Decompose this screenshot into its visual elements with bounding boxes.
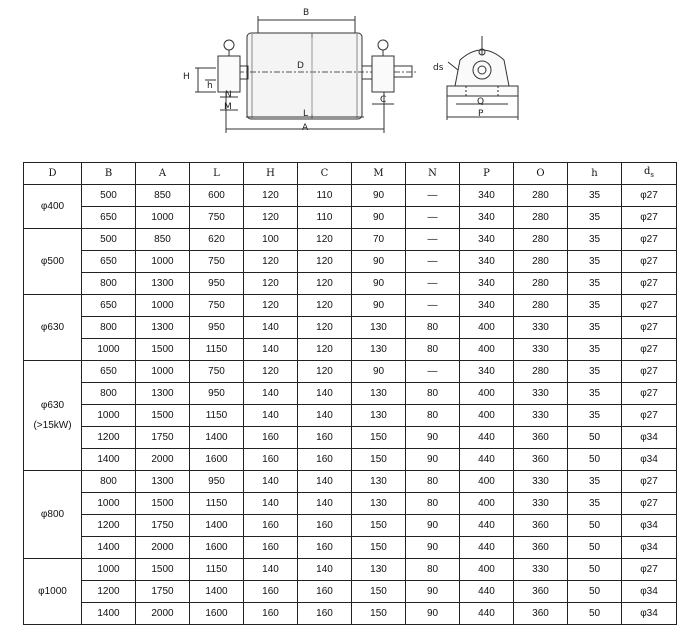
table-cell: 35 — [568, 317, 622, 339]
table-cell: 1200 — [82, 581, 136, 603]
table-cell: 35 — [568, 273, 622, 295]
table-cell: 440 — [460, 427, 514, 449]
table-cell: φ27 — [622, 383, 677, 405]
table-cell: 400 — [460, 339, 514, 361]
table-cell: 35 — [568, 207, 622, 229]
table-row — [24, 339, 677, 361]
table-cell: 80 — [406, 383, 460, 405]
table-cell: φ27 — [622, 361, 677, 383]
table-cell: 35 — [568, 361, 622, 383]
header-n: N — [406, 163, 460, 185]
diameter-value: φ400 — [40, 200, 65, 212]
table-row — [24, 449, 677, 471]
table-row — [24, 471, 677, 493]
table-cell: 400 — [460, 471, 514, 493]
table-cell: 80 — [406, 405, 460, 427]
table-cell: 1150 — [190, 339, 244, 361]
table-cell: 140 — [298, 405, 352, 427]
table-cell: 140 — [244, 471, 298, 493]
table-cell: 90 — [352, 207, 406, 229]
table-cell: 750 — [190, 207, 244, 229]
table-cell: φ27 — [622, 229, 677, 251]
table-cell: 400 — [460, 493, 514, 515]
table-cell: — — [406, 295, 460, 317]
table-cell: 120 — [298, 229, 352, 251]
table-cell: 330 — [514, 471, 568, 493]
table-cell: 1300 — [136, 317, 190, 339]
table-cell: 1500 — [136, 493, 190, 515]
table-cell: 340 — [460, 251, 514, 273]
table-cell: 1200 — [82, 515, 136, 537]
table-cell: φ34 — [622, 427, 677, 449]
table-cell: 120 — [298, 317, 352, 339]
table-cell: 140 — [244, 383, 298, 405]
label-Q: Q — [477, 97, 485, 107]
table-cell: 360 — [514, 427, 568, 449]
diameter-value: φ630 — [40, 321, 65, 333]
table-cell: 140 — [298, 383, 352, 405]
table-cell: 140 — [298, 471, 352, 493]
table-cell: 35 — [568, 493, 622, 515]
table-row — [24, 185, 677, 207]
table-cell: 50 — [568, 581, 622, 603]
table-cell: φ34 — [622, 449, 677, 471]
table-cell: — — [406, 251, 460, 273]
label-h: h — [207, 81, 213, 91]
table-cell: 110 — [298, 185, 352, 207]
table-cell: 1400 — [82, 537, 136, 559]
diameter-value: φ800 — [40, 508, 65, 520]
table-cell: φ27 — [622, 559, 677, 581]
diameter-value: φ1000 — [38, 585, 67, 597]
table-cell: 500 — [82, 229, 136, 251]
side-view-bearing — [447, 36, 518, 120]
table-row — [24, 251, 677, 273]
table-cell: 35 — [568, 251, 622, 273]
table-cell: 500 — [82, 185, 136, 207]
table-cell: 90 — [406, 515, 460, 537]
header-p: P — [460, 163, 514, 185]
table-row — [24, 383, 677, 405]
drum-body — [247, 33, 362, 119]
table-row — [24, 603, 677, 625]
table-cell: 130 — [352, 383, 406, 405]
table-cell: 800 — [82, 317, 136, 339]
table-cell: 50 — [568, 603, 622, 625]
table-cell: 360 — [514, 449, 568, 471]
table-cell: 80 — [406, 339, 460, 361]
table-cell: φ34 — [622, 537, 677, 559]
table-cell: 130 — [352, 493, 406, 515]
table-cell: φ27 — [622, 339, 677, 361]
table-cell: 80 — [406, 471, 460, 493]
table-cell: 160 — [298, 603, 352, 625]
table-cell: 330 — [514, 339, 568, 361]
table-cell: 1300 — [136, 471, 190, 493]
table-cell: 80 — [406, 317, 460, 339]
table-cell: 1000 — [82, 559, 136, 581]
table-cell: 800 — [82, 383, 136, 405]
header-d: D — [24, 163, 82, 185]
table-cell: 1400 — [82, 449, 136, 471]
table-cell: φ27 — [622, 317, 677, 339]
table-cell: 330 — [514, 559, 568, 581]
table-cell: 150 — [352, 581, 406, 603]
header-o: O — [514, 163, 568, 185]
table-cell: 120 — [244, 361, 298, 383]
table-cell: 360 — [514, 515, 568, 537]
table-cell: 90 — [406, 449, 460, 471]
table-cell: 160 — [244, 537, 298, 559]
table-cell: 140 — [244, 559, 298, 581]
table-cell: 360 — [514, 603, 568, 625]
table-cell: 2000 — [136, 449, 190, 471]
table-cell: 130 — [352, 405, 406, 427]
label-P: P — [478, 109, 484, 119]
table-cell: 70 — [352, 229, 406, 251]
spec-body — [24, 185, 677, 625]
table-cell: 400 — [460, 405, 514, 427]
table-cell: φ27 — [622, 185, 677, 207]
diameter-cell — [24, 229, 82, 295]
table-cell: 150 — [352, 537, 406, 559]
table-cell: 120 — [298, 251, 352, 273]
table-cell: 1500 — [136, 339, 190, 361]
table-cell: 90 — [406, 581, 460, 603]
table-cell: 650 — [82, 361, 136, 383]
table-cell: 1300 — [136, 273, 190, 295]
technical-drawing — [0, 0, 700, 150]
table-cell: 90 — [406, 603, 460, 625]
label-N: N — [225, 90, 232, 100]
table-cell: 110 — [298, 207, 352, 229]
table-cell: 340 — [460, 361, 514, 383]
table-row — [24, 273, 677, 295]
table-cell: 2000 — [136, 603, 190, 625]
table-cell: 160 — [244, 515, 298, 537]
table-cell: 950 — [190, 317, 244, 339]
right-grease-nipple — [378, 40, 388, 50]
header-h-lower: h — [568, 163, 622, 185]
header-l: L — [190, 163, 244, 185]
table-cell: φ27 — [622, 493, 677, 515]
table-cell: 1750 — [136, 515, 190, 537]
table-cell: 400 — [460, 559, 514, 581]
table-cell: 1600 — [190, 603, 244, 625]
table-cell: φ34 — [622, 581, 677, 603]
table-cell: φ27 — [622, 471, 677, 493]
table-cell: 1750 — [136, 581, 190, 603]
label-L: L — [303, 109, 309, 119]
table-cell: 90 — [352, 251, 406, 273]
table-cell: 90 — [352, 273, 406, 295]
table-cell: 90 — [406, 537, 460, 559]
table-cell: 80 — [406, 493, 460, 515]
table-cell: 160 — [298, 581, 352, 603]
table-cell: 280 — [514, 251, 568, 273]
diameter-cell — [24, 471, 82, 559]
table-cell: 1000 — [82, 405, 136, 427]
table-cell: 120 — [298, 295, 352, 317]
table-cell: 950 — [190, 273, 244, 295]
table-cell: 130 — [352, 559, 406, 581]
table-cell: 150 — [352, 427, 406, 449]
diameter-cell — [24, 361, 82, 471]
table-cell: 120 — [298, 273, 352, 295]
table-cell: 400 — [460, 317, 514, 339]
table-row — [24, 229, 677, 251]
table-cell: 650 — [82, 295, 136, 317]
table-cell: 35 — [568, 295, 622, 317]
table-cell: 50 — [568, 427, 622, 449]
table-cell: 160 — [298, 427, 352, 449]
table-cell: 90 — [352, 295, 406, 317]
table-cell: 1000 — [136, 361, 190, 383]
label-A: A — [302, 123, 309, 133]
label-M: M — [224, 102, 232, 112]
table-cell: φ27 — [622, 295, 677, 317]
header-b: B — [82, 163, 136, 185]
table-row — [24, 515, 677, 537]
table-cell: 120 — [244, 207, 298, 229]
table-cell: 120 — [244, 273, 298, 295]
table-row — [24, 427, 677, 449]
table-cell: 280 — [514, 229, 568, 251]
table-cell: 100 — [244, 229, 298, 251]
table-cell: 1150 — [190, 559, 244, 581]
table-cell: 280 — [514, 207, 568, 229]
table-cell: 160 — [298, 537, 352, 559]
table-cell: 120 — [244, 295, 298, 317]
table-cell: 50 — [568, 537, 622, 559]
table-cell: 1500 — [136, 405, 190, 427]
table-cell: 140 — [298, 493, 352, 515]
table-row — [24, 405, 677, 427]
table-cell: 330 — [514, 405, 568, 427]
table-cell: 440 — [460, 537, 514, 559]
table-cell: 1000 — [136, 295, 190, 317]
table-cell: 160 — [298, 449, 352, 471]
table-cell: 800 — [82, 273, 136, 295]
table-cell: 140 — [298, 559, 352, 581]
table-cell: 360 — [514, 581, 568, 603]
table-cell: 330 — [514, 317, 568, 339]
table-cell: 35 — [568, 229, 622, 251]
table-cell: 1000 — [136, 207, 190, 229]
table-cell: 1500 — [136, 559, 190, 581]
table-cell: 50 — [568, 515, 622, 537]
table-cell: 120 — [298, 361, 352, 383]
header-a: A — [136, 163, 190, 185]
table-cell: 150 — [352, 603, 406, 625]
table-row — [24, 207, 677, 229]
table-cell: 1400 — [190, 581, 244, 603]
table-cell: 120 — [244, 185, 298, 207]
table-cell: 340 — [460, 295, 514, 317]
label-ds: ds — [433, 63, 444, 73]
table-cell: 50 — [568, 559, 622, 581]
table-cell: 340 — [460, 273, 514, 295]
diameter-cell — [24, 559, 82, 625]
table-cell: — — [406, 207, 460, 229]
table-cell: 50 — [568, 449, 622, 471]
table-cell: 600 — [190, 185, 244, 207]
table-cell: φ27 — [622, 273, 677, 295]
table-cell: 90 — [352, 185, 406, 207]
table-cell: 1150 — [190, 405, 244, 427]
table-cell: 150 — [352, 449, 406, 471]
table-row — [24, 295, 677, 317]
table-row — [24, 559, 677, 581]
right-bearing — [372, 56, 394, 92]
table-cell: 440 — [460, 449, 514, 471]
table-cell: 130 — [352, 471, 406, 493]
table-cell: 150 — [352, 515, 406, 537]
table-cell: 160 — [244, 449, 298, 471]
table-cell: 35 — [568, 383, 622, 405]
table-cell: 120 — [298, 339, 352, 361]
table-cell: 1400 — [190, 515, 244, 537]
table-cell: 130 — [352, 339, 406, 361]
table-cell: 2000 — [136, 537, 190, 559]
table-cell: 140 — [244, 339, 298, 361]
table-cell: 160 — [244, 427, 298, 449]
left-grease-nipple — [224, 40, 234, 50]
table-cell: 160 — [244, 603, 298, 625]
table-cell: 280 — [514, 361, 568, 383]
table-cell: 440 — [460, 581, 514, 603]
table-row — [24, 581, 677, 603]
table-cell: 800 — [82, 471, 136, 493]
table-cell: 650 — [82, 207, 136, 229]
table-cell: 280 — [514, 185, 568, 207]
header-m: M — [352, 163, 406, 185]
table-cell: 280 — [514, 295, 568, 317]
table-cell: 1750 — [136, 427, 190, 449]
spec-table — [23, 162, 677, 625]
header-ds — [622, 163, 677, 185]
table-cell: — — [406, 229, 460, 251]
table-cell: 35 — [568, 185, 622, 207]
table-cell: 650 — [82, 251, 136, 273]
table-row — [24, 317, 677, 339]
table-cell: 620 — [190, 229, 244, 251]
table-cell: 330 — [514, 383, 568, 405]
diameter-note: (>15kW) — [33, 419, 72, 431]
header-c: C — [298, 163, 352, 185]
table-cell: 1000 — [82, 339, 136, 361]
header-h-upper: H — [244, 163, 298, 185]
header-ds-sub: s — [650, 171, 654, 179]
table-cell: 750 — [190, 251, 244, 273]
table-cell: 35 — [568, 339, 622, 361]
table-cell: 35 — [568, 405, 622, 427]
table-cell: φ27 — [622, 207, 677, 229]
table-cell: 440 — [460, 515, 514, 537]
header-row — [24, 163, 677, 185]
diameter-value: φ630 — [40, 399, 65, 411]
left-bearing — [218, 56, 240, 92]
table-cell: 340 — [460, 229, 514, 251]
table-cell: 90 — [352, 361, 406, 383]
table-cell: 1600 — [190, 537, 244, 559]
table-cell: 440 — [460, 603, 514, 625]
table-cell: 340 — [460, 185, 514, 207]
table-cell: 950 — [190, 471, 244, 493]
table-cell: — — [406, 185, 460, 207]
table-cell: 750 — [190, 361, 244, 383]
table-cell: 1600 — [190, 449, 244, 471]
table-cell: 120 — [244, 251, 298, 273]
table-cell: — — [406, 273, 460, 295]
table-cell: φ27 — [622, 405, 677, 427]
table-cell: 280 — [514, 273, 568, 295]
table-cell: 850 — [136, 229, 190, 251]
table-cell: 1400 — [190, 427, 244, 449]
header-ds-main: d — [644, 166, 651, 177]
table-cell: 130 — [352, 317, 406, 339]
table-row — [24, 537, 677, 559]
table-cell: 80 — [406, 559, 460, 581]
label-H: H — [183, 72, 190, 82]
table-cell: 340 — [460, 207, 514, 229]
diameter-cell — [24, 185, 82, 229]
table-cell: 90 — [406, 427, 460, 449]
table-cell: — — [406, 361, 460, 383]
label-B: B — [303, 8, 310, 18]
table-cell: 950 — [190, 383, 244, 405]
table-row — [24, 361, 677, 383]
table-cell: φ34 — [622, 515, 677, 537]
table-cell: 850 — [136, 185, 190, 207]
table-cell: φ27 — [622, 251, 677, 273]
table-cell: 35 — [568, 471, 622, 493]
table-cell: 1000 — [82, 493, 136, 515]
table-cell: 160 — [298, 515, 352, 537]
table-cell: 140 — [244, 493, 298, 515]
diameter-value: φ500 — [40, 255, 65, 267]
table-cell: 160 — [244, 581, 298, 603]
table-cell: 140 — [244, 317, 298, 339]
table-cell: 400 — [460, 383, 514, 405]
label-C: C — [380, 95, 387, 105]
table-cell: 1000 — [136, 251, 190, 273]
table-cell: 1200 — [82, 427, 136, 449]
label-D: D — [297, 61, 304, 71]
table-cell: 1300 — [136, 383, 190, 405]
table-row — [24, 493, 677, 515]
table-cell: 750 — [190, 295, 244, 317]
table-cell: 360 — [514, 537, 568, 559]
table-cell: φ34 — [622, 603, 677, 625]
diameter-cell — [24, 295, 82, 361]
table-cell: 330 — [514, 493, 568, 515]
table-cell: 1400 — [82, 603, 136, 625]
table-cell: 140 — [244, 405, 298, 427]
table-cell: 1150 — [190, 493, 244, 515]
